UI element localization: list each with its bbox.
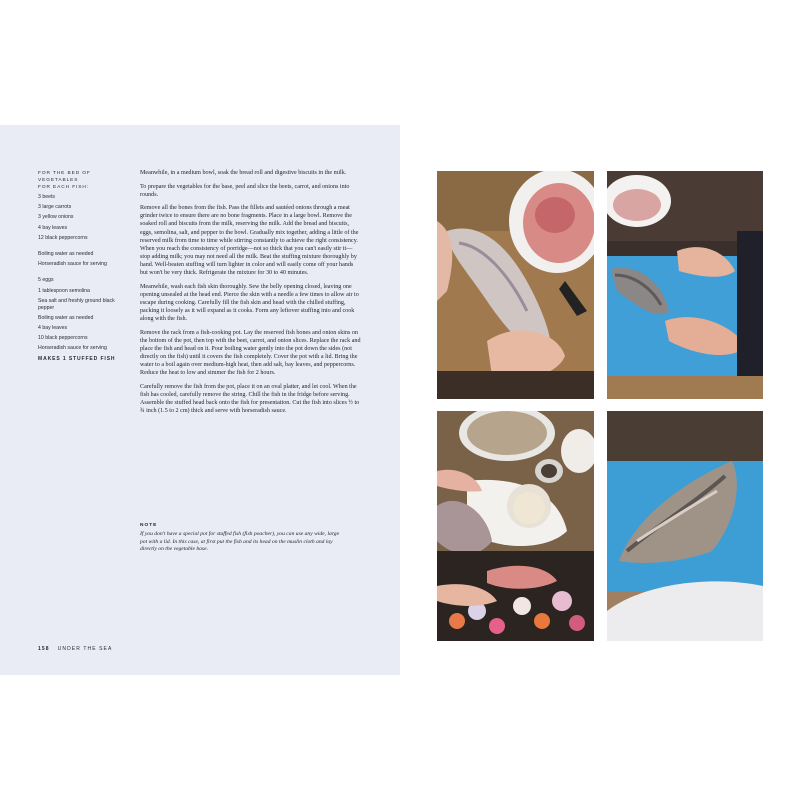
method-text xyxy=(140,169,362,421)
ingredient-item: 3 large carrots xyxy=(38,204,72,211)
method-paragraph: Meanwhile, wash each fish skin thoroughly. Sew the belly opening closed, leaving one opening unsealed at the head end. Pierce the skin with a needle a few times to allow air to escape during cooking. Carefully fill the fish skin and head with the chilled stuffing, packing it loosely as it will expand as it cooks. Form any leftover stuffing into and cook along with the fish. xyxy=(140,283,359,322)
left-page xyxy=(0,125,400,675)
yield-label: MAKES 1 STUFFED FISH xyxy=(38,356,116,363)
ingredients-sidebar xyxy=(38,170,130,363)
ingredient-item: 5 eggs xyxy=(38,277,54,284)
photo-fish-on-board xyxy=(607,171,763,399)
photo-stuffed-fish xyxy=(607,411,763,641)
method-paragraph: Remove all the bones from the fish. Pass the fillets and sautéed onions through a meat grinder twice to ensure there are no bone fragments. Place in a large bowl. Remove the soaked roll and biscuits from the milk, reserving the milk. Add the bread and biscuits, eggs, semolina, salt, and pepper to the bowl. Gradually mix together, adding a little of the reserved milk from time to time while stirring constantly to achieve the right consistency. When you reach the consistency of porridge—not so thick that you can't easily stir it—stop adding milk; you may not need all the milk. Beat the stuffing mixture thoroughly by hand. Well-beaten stuffing will turn lighter in color and will easily come off your hands but won't be very thick. Refrigerate the mixture for 30 to 40 minutes. xyxy=(140,205,359,277)
method-paragraph: Meanwhile, in a medium bowl, soak the bread roll and digestive biscuits in the milk. xyxy=(140,170,347,176)
ingredient-item: Sea salt and freshly ground black pepper xyxy=(38,297,115,311)
ingredient-item: Boiling water as needed xyxy=(38,250,94,257)
note-label: NOTE xyxy=(140,523,158,528)
method-paragraph: Remove the rack from a fish-cooking pot. Lay the reserved fish bones and onion skins on the bottom of the pot, then top with the beet, carrot, and onion slices. Replace the rack and place the fish and head on it. Pour boiling water gently into the pot down the sides (not directly on the fish) until it covers the fish completely. Cover the pot with a lid. Bring the water to a boil again over medium-high heat, then add salt, bay leaves, and peppercorns. Reduce the heat to low and simmer the fish for 2 hours. xyxy=(140,329,361,377)
method-paragraph: To prepare the vegetables for the base, peel and slice the beets, carrot, and onions into rounds. xyxy=(140,183,350,198)
ingredient-item: 4 bay leaves xyxy=(38,325,68,332)
ingredient-item: Horseradish sauce for serving xyxy=(38,261,107,268)
ingredients-heading-line1: FOR THE BED OF VEGETABLES xyxy=(38,171,91,183)
ingredient-item: Horseradish sauce for serving xyxy=(38,345,107,352)
fish-skin-photo-icon xyxy=(437,171,594,399)
method-paragraph: Carefully remove the fish from the pot, place it on an oval platter, and let cool. When the fish has cooled, carefully remove the string. Chill the fish in the fridge before serving. Assemble the stuffed head back onto the fish for presentation. Cut the fish into slices ½ to ¾ inch (1.5 to 2 cm) thick and serve with horseradish sauce. xyxy=(140,383,360,414)
ingredient-item: Boiling water as needed xyxy=(38,314,94,321)
ingredient-item: 3 yellow onions xyxy=(38,214,74,221)
section-name: UNDER THE SEA xyxy=(57,646,113,652)
fish-board-photo-icon xyxy=(607,171,763,399)
page-folio xyxy=(38,646,112,652)
ingredient-item: 10 black peppercorns xyxy=(38,335,88,342)
ingredients-heading-line2: FOR EACH FISH: xyxy=(38,185,89,190)
page-number: 158 xyxy=(38,646,50,652)
ingredient-item: 1 tablespoon semolina xyxy=(38,287,90,294)
stuffed-fish-photo-icon xyxy=(607,411,763,641)
note-box xyxy=(140,522,340,554)
ingredient-item: 4 bay leaves xyxy=(38,224,68,231)
ingredient-item: 12 black peppercorns xyxy=(38,234,88,241)
photo-prep-overhead xyxy=(437,411,594,641)
note-text: If you don't have a special pot for stuffed fish (fish poacher), you can use any wide, large pot with a lid. In this case, at first put the fish and its head on the muslin cloth and lay directly on the vegetable base. xyxy=(140,531,340,553)
ingredients-heading xyxy=(38,170,130,191)
photo-fish-skin-held xyxy=(437,171,594,399)
ingredient-item: 3 beets xyxy=(38,194,56,200)
prep-overhead-photo-icon xyxy=(437,411,594,641)
